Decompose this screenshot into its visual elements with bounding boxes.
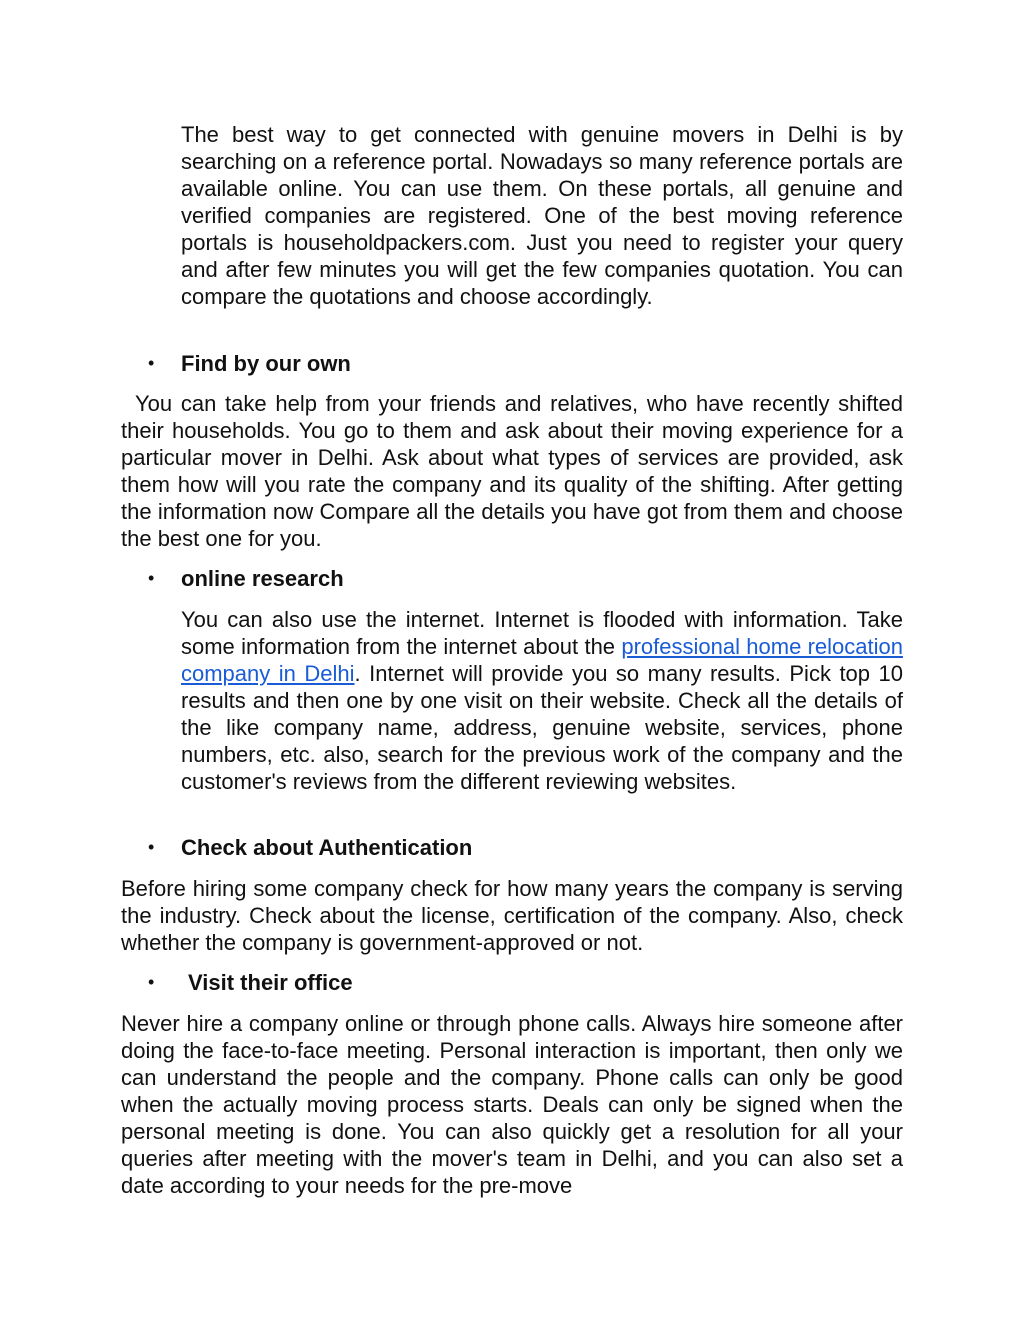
visit-office-paragraph: Never hire a company online or through phone calls. Always hire someone after doing the face-to-face meeting. Personal interaction is important, then only we can understand the people and the company. Phone calls can only be good when the actually moving process starts. Deals can only be signed when the personal meeting is done. You can also quickly get a resolution for all your queries after meeting with the mover's team in Delhi, and you can also set a date according to your needs for the pre-move bbox=[121, 1011, 903, 1198]
bullet-dot-icon: • bbox=[148, 353, 155, 373]
online-research-paragraph bbox=[181, 606, 903, 795]
check-authentication-paragraph: Before hiring some company check for how many years the company is serving the industry. Check about the license, certification of the company. Also, check whether the company is government-approved or not. bbox=[121, 876, 903, 955]
bullet-check-authentication bbox=[0, 834, 1024, 861]
online-research-text-before-link: You can also use the internet. Internet is flooded with information. Take some information from the internet about the bbox=[181, 607, 903, 659]
bullet-online-research bbox=[0, 565, 1024, 592]
bullet-dot-icon: • bbox=[148, 568, 155, 588]
bullet-dot-icon: • bbox=[148, 972, 155, 992]
heading-find-by-our-own: Find by our own bbox=[181, 351, 351, 376]
bullet-dot-icon: • bbox=[148, 837, 155, 857]
relocation-company-link[interactable]: professional home relocation company in Delhi bbox=[181, 634, 903, 686]
intro-paragraph: The best way to get connected with genuine movers in Delhi is by searching on a reference portal. Nowadays so many reference portals are available online. You can use them. On these portals, all genuine and verified companies are registered. One of the best moving reference portals is householdpackers.com. Just you need to register your query and after few minutes you will get the few companies quotation. You can compare the quotations and choose accordingly. bbox=[181, 122, 903, 309]
heading-visit-office: Visit their office bbox=[188, 970, 353, 995]
find-by-our-own-paragraph: You can take help from your friends and relatives, who have recently shifted their households. You go to them and ask about their moving experience for a particular mover in Delhi. Ask about what types of services are provided, ask them how will you rate the company and its quality of the shifting. After getting the information now Compare all the details you have got from them and choose the best one for you. bbox=[121, 391, 903, 551]
online-research-text-after-link: . Internet will provide you so many results. Pick top 10 results and then one by one visit on their website. Check all the details of the like company name, address, genuine website, services, phone numbers, etc. also, search for the previous work of the company and the customer's reviews from the different reviewing websites. bbox=[181, 661, 903, 794]
heading-check-authentication: Check about Authentication bbox=[181, 835, 473, 860]
bullet-find-by-our-own bbox=[0, 350, 1024, 377]
heading-online-research: online research bbox=[181, 566, 344, 591]
bullet-visit-office bbox=[0, 969, 1024, 996]
